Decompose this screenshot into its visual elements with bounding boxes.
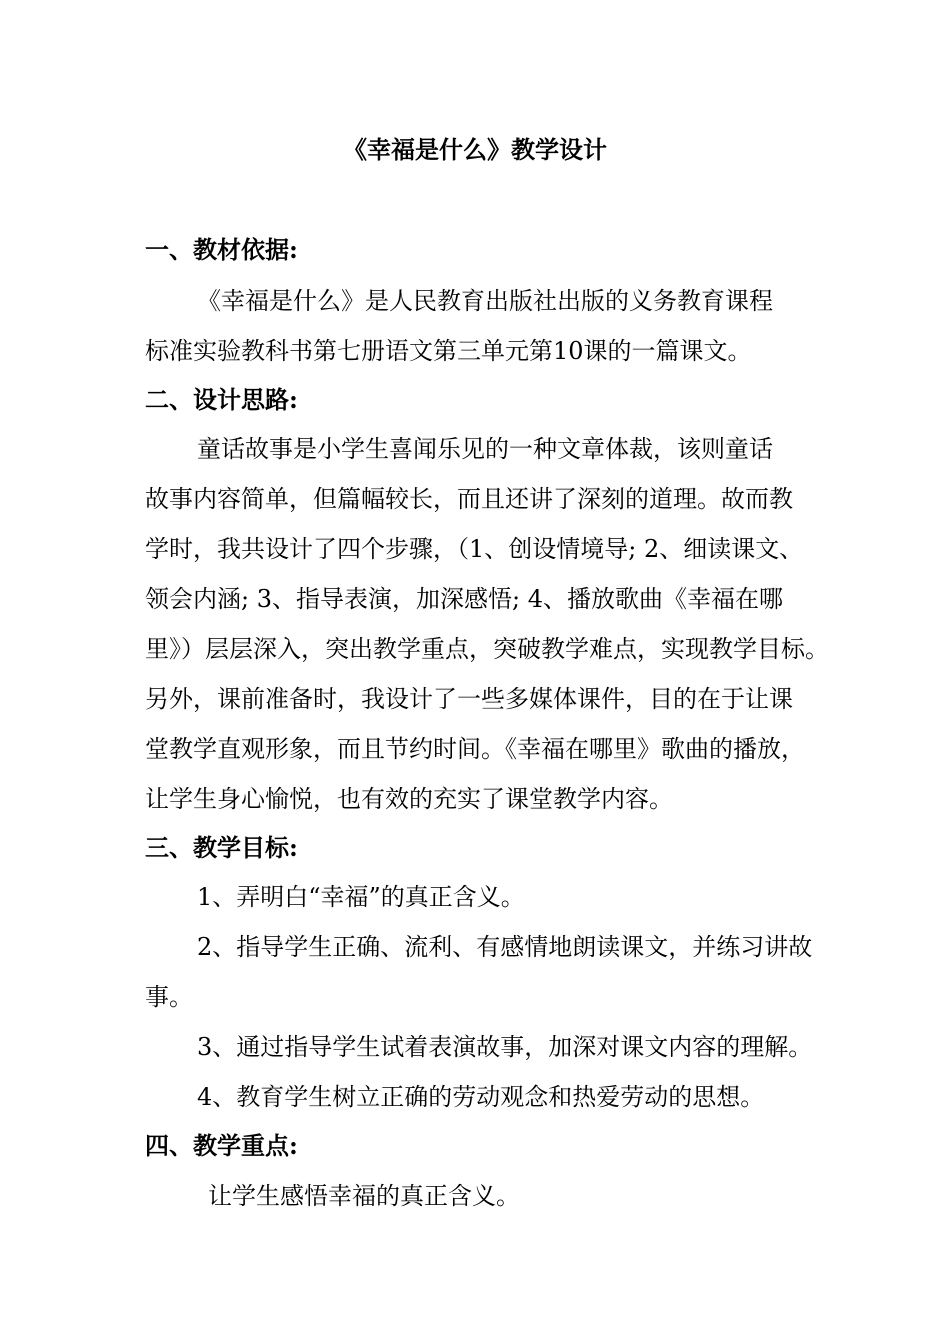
paragraph-line: 让学生身心愉悦，也有效的充实了课堂教学内容。 [145, 785, 673, 813]
section-heading-materials: 一、教材依据: [145, 235, 298, 264]
list-item: 4、教育学生树立正确的劳动观念和热爱劳动的思想。 [197, 1083, 765, 1111]
list-item-continuation: 事。 [145, 983, 193, 1011]
paragraph-line: 学时，我共设计了四个步骤，（1、创设情境导; 2、细读课文、 [145, 535, 804, 563]
section-heading-objectives: 三、教学目标: [145, 833, 298, 862]
paragraph-line: 标准实验教科书第七册语文第三单元第10课的一篇课文。 [145, 337, 752, 365]
paragraph-line: 另外，课前准备时，我设计了一些多媒体课件，目的在于让课 [145, 685, 793, 713]
paragraph-line: 领会内涵; 3、指导表演，加深感悟; 4、播放歌曲《幸福在哪 [145, 585, 783, 613]
section-heading-key-points: 四、教学重点: [145, 1131, 298, 1160]
paragraph-line: 堂教学直观形象，而且节约时间。《幸福在哪里》歌曲的播放， [145, 735, 805, 763]
list-item: 3、通过指导学生试着表演故事，加深对课文内容的理解。 [197, 1033, 813, 1061]
list-item: 1、弄明白“幸福”的真正含义。 [197, 883, 525, 911]
paragraph-line: 让学生感悟幸福的真正含义。 [208, 1182, 520, 1210]
list-item: 2、指导学生正确、流利、有感情地朗读课文，并练习讲故 [197, 933, 813, 961]
section-heading-design-idea: 二、设计思路: [145, 385, 298, 414]
paragraph-line: 童话故事是小学生喜闻乐见的一种文章体裁，该则童话 [197, 435, 773, 463]
paragraph-line: 里》）层层深入，突出教学重点，突破教学难点，实现教学目标。 [145, 635, 829, 663]
paragraph-line: 故事内容简单，但篇幅较长，而且还讲了深刻的道理。故而教 [145, 485, 793, 513]
document-title: 《幸福是什么》教学设计 [343, 135, 607, 164]
paragraph-line: 《幸福是什么》是人民教育出版社出版的义务教育课程 [197, 287, 773, 315]
